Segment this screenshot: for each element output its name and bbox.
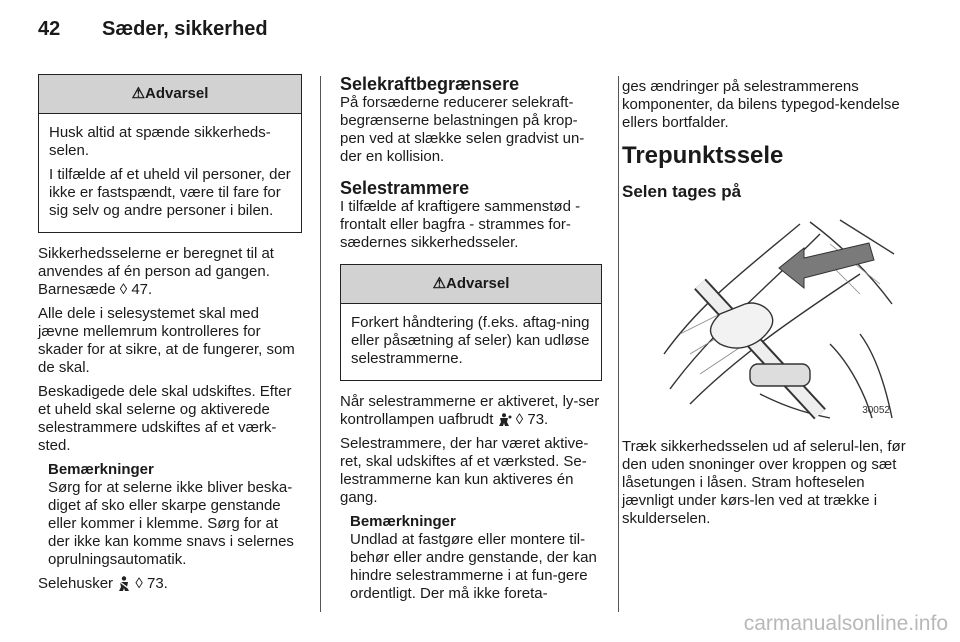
- paragraph: Beskadigede dele skal udskiftes. Efter et uheld skal selerne og aktiverede selestrammere udskiftes af et værk-sted.: [38, 383, 292, 454]
- figure-number: 30052: [862, 405, 890, 416]
- warning-triangle-icon: ⚠: [432, 275, 447, 292]
- warning-title: Advarsel: [145, 85, 209, 102]
- section-heading: Selestrammere: [340, 178, 470, 198]
- seatbelt-reminder-icon: [117, 576, 131, 592]
- warning-box: [340, 264, 602, 381]
- warning-header: [39, 75, 301, 114]
- page-reference-icon: ◊: [135, 575, 143, 592]
- column-divider: [320, 76, 321, 612]
- warning-paragraph: Husk altid at spænde sikkerheds-selen.: [49, 124, 271, 159]
- paragraph: Træk sikkerhedsselen ud af selerul-len, før den uden snoninger over kroppen og sæt låsetungen i låsen. Stram hofteselen jævnligt under kørs-len ved at trække i skulderselen.: [622, 438, 906, 527]
- paragraph: Selestrammere, der har været aktive-ret, skal udskiftes af et værksted. Se-lestrammerne kan kun aktiveres én gang.: [340, 435, 589, 506]
- section-heading: Selekraftbegrænsere: [340, 74, 520, 94]
- paragraph: [38, 245, 302, 299]
- warning-title: Advarsel: [446, 275, 510, 292]
- paragraph-text: Sikkerhedsselerne er beregnet til at anvendes af én person ad gangen. Barnesæde: [38, 245, 274, 298]
- pretensioner-warning-icon: [498, 413, 512, 427]
- page-reference[interactable]: 73.: [146, 575, 168, 592]
- paragraph: ges ændringer på selestrammerens komponenter, da bilens typegod-kendelse ellers bortfalder.: [622, 78, 900, 131]
- warning-paragraph: I tilfælde af et uheld vil personer, der ikke er fastspændt, være til fare for sig selv og andre personer i bilen.: [49, 166, 291, 219]
- warning-paragraph: Forkert håndtering (f.eks. aftag-ning eller påsætning af seler) kan udløse selestrammerne.: [351, 314, 590, 367]
- note-text: Undlad at fastgøre eller montere til-behør eller andre genstande, der kan hindre selestrammerne i at fun-gere ordentligt. Der må ikke foreta-: [350, 531, 597, 602]
- warning-body: [39, 114, 301, 232]
- subsection-heading: Selen tages på: [622, 182, 742, 201]
- paragraph: [340, 393, 602, 429]
- note-title: Bemærkninger: [350, 513, 456, 530]
- page-reference-icon: ◊: [119, 281, 128, 298]
- page-title: Sæder, sikkerhed: [102, 18, 268, 40]
- seatbelt-illustration: [660, 214, 896, 420]
- seatbelt-illustration-image: [660, 214, 896, 420]
- column-3: [622, 78, 912, 534]
- paragraph-text: Selehusker: [38, 575, 114, 592]
- warning-triangle-icon: ⚠: [131, 85, 146, 102]
- paragraph-text: Når selestrammerne er aktiveret, ly-ser kontrollampen uafbrudt: [340, 393, 600, 428]
- column-1: [38, 74, 302, 599]
- page-reference-icon: ◊: [515, 411, 524, 428]
- page-reference[interactable]: 73.: [527, 411, 549, 428]
- watermark: carmanualsonline.info: [743, 612, 948, 635]
- note-title: Bemærkninger: [48, 461, 154, 478]
- warning-header: [341, 265, 601, 304]
- paragraph: [38, 575, 302, 593]
- page-number: 42: [38, 18, 61, 40]
- page-header: [38, 18, 268, 50]
- page-reference[interactable]: 47.: [131, 281, 153, 298]
- note-block: [340, 513, 602, 603]
- paragraph: Alle dele i selesystemet skal med jævne mellemrum kontrolleres for skader for at sikre, at de fungerer, som de skal.: [38, 305, 295, 376]
- note-text: Sørg for at selerne ikke bliver beska-diget af sko eller skarpe genstande eller kommer i klemme. Sørg for at der ikke kan komme snavs i selernes oprulningsautomatik.: [48, 479, 294, 568]
- column-2: [340, 74, 602, 609]
- section-heading: Trepunktssele: [622, 142, 784, 169]
- paragraph: I tilfælde af kraftigere sammenstød - frontalt eller bagfra - strammes for-sædernes sikkerhedsseler.: [340, 198, 581, 251]
- note-block: [38, 461, 302, 569]
- paragraph: På forsæderne reducerer selekraft-begrænserne belastningen på krop-pen ved at slække selen gradvist un-der en kollision.: [340, 94, 585, 165]
- warning-body: [341, 304, 601, 380]
- column-divider: [618, 76, 619, 612]
- warning-box: [38, 74, 302, 233]
